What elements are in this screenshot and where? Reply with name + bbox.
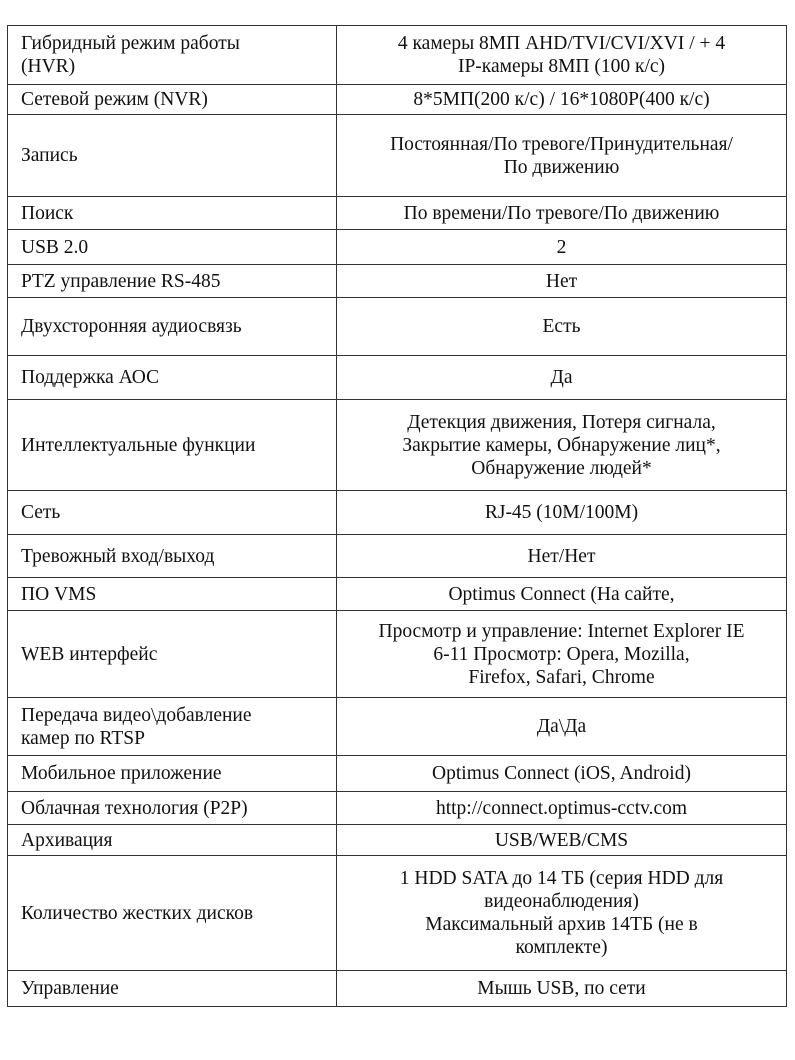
spec-value: 1 HDD SATA до 14 ТБ (серия HDD для видеонаблюдения) Максимальный архив 14ТБ (не в комплекте) — [337, 856, 787, 971]
spec-label: Количество жестких дисков — [8, 856, 337, 971]
spec-value: Мышь USB, по сети — [337, 971, 787, 1007]
spec-value: Нет — [337, 265, 787, 298]
table-row — [8, 85, 787, 115]
spec-value: Нет/Нет — [337, 535, 787, 578]
spec-label: Мобильное приложение — [8, 756, 337, 792]
spec-value: По времени/По тревоге/По движению — [337, 197, 787, 230]
table-row — [8, 491, 787, 535]
table-row — [8, 265, 787, 298]
spec-label: Запись — [8, 115, 337, 197]
spec-value: Да\Да — [337, 698, 787, 756]
spec-value: Optimus Connect (iOS, Android) — [337, 756, 787, 792]
table-row — [8, 698, 787, 756]
spec-label: USB 2.0 — [8, 230, 337, 265]
spec-label: Гибридный режим работы (HVR) — [8, 26, 337, 85]
spec-label: Передача видео\добавление камер по RTSP — [8, 698, 337, 756]
spec-label: Сеть — [8, 491, 337, 535]
table-row — [8, 115, 787, 197]
table-row — [8, 230, 787, 265]
spec-label: Архивация — [8, 825, 337, 856]
table-row — [8, 26, 787, 85]
spec-value: RJ-45 (10M/100M) — [337, 491, 787, 535]
spec-label: Поиск — [8, 197, 337, 230]
spec-value: Есть — [337, 298, 787, 356]
spec-sheet — [7, 25, 787, 1007]
table-row — [8, 756, 787, 792]
spec-value: http://connect.optimus-cctv.com — [337, 792, 787, 825]
table-row — [8, 535, 787, 578]
spec-value: USB/WEB/CMS — [337, 825, 787, 856]
spec-value: Детекция движения, Потеря сигнала, Закрытие камеры, Обнаружение лиц*, Обнаружение людей* — [337, 400, 787, 491]
spec-table — [7, 25, 787, 1007]
spec-value: 8*5МП(200 к/с) / 16*1080P(400 к/с) — [337, 85, 787, 115]
table-row — [8, 400, 787, 491]
spec-label: PTZ управление RS-485 — [8, 265, 337, 298]
table-row — [8, 356, 787, 400]
table-row — [8, 971, 787, 1007]
table-row — [8, 792, 787, 825]
spec-value: Просмотр и управление: Internet Explorer IE 6-11 Просмотр: Opera, Mozilla, Firefox, Safari, Chrome — [337, 611, 787, 698]
spec-label: Двухсторонняя аудиосвязь — [8, 298, 337, 356]
spec-label: ПО VMS — [8, 578, 337, 611]
spec-value: Да — [337, 356, 787, 400]
spec-label: Интеллектуальные функции — [8, 400, 337, 491]
table-row — [8, 825, 787, 856]
spec-value: 4 камеры 8МП AHD/TVI/CVI/XVI / + 4 IP-камеры 8МП (100 к/с) — [337, 26, 787, 85]
spec-value: 2 — [337, 230, 787, 265]
spec-label: Облачная технология (P2P) — [8, 792, 337, 825]
table-row — [8, 856, 787, 971]
spec-label: Управление — [8, 971, 337, 1007]
spec-value: Optimus Connect (На сайте, — [337, 578, 787, 611]
table-row — [8, 578, 787, 611]
spec-label: Сетевой режим (NVR) — [8, 85, 337, 115]
spec-value: Постоянная/По тревоге/Принудительная/ По движению — [337, 115, 787, 197]
table-row — [8, 197, 787, 230]
table-row — [8, 611, 787, 698]
spec-label: WEB интерфейс — [8, 611, 337, 698]
spec-label: Поддержка АОС — [8, 356, 337, 400]
table-row — [8, 298, 787, 356]
spec-label: Тревожный вход/выход — [8, 535, 337, 578]
